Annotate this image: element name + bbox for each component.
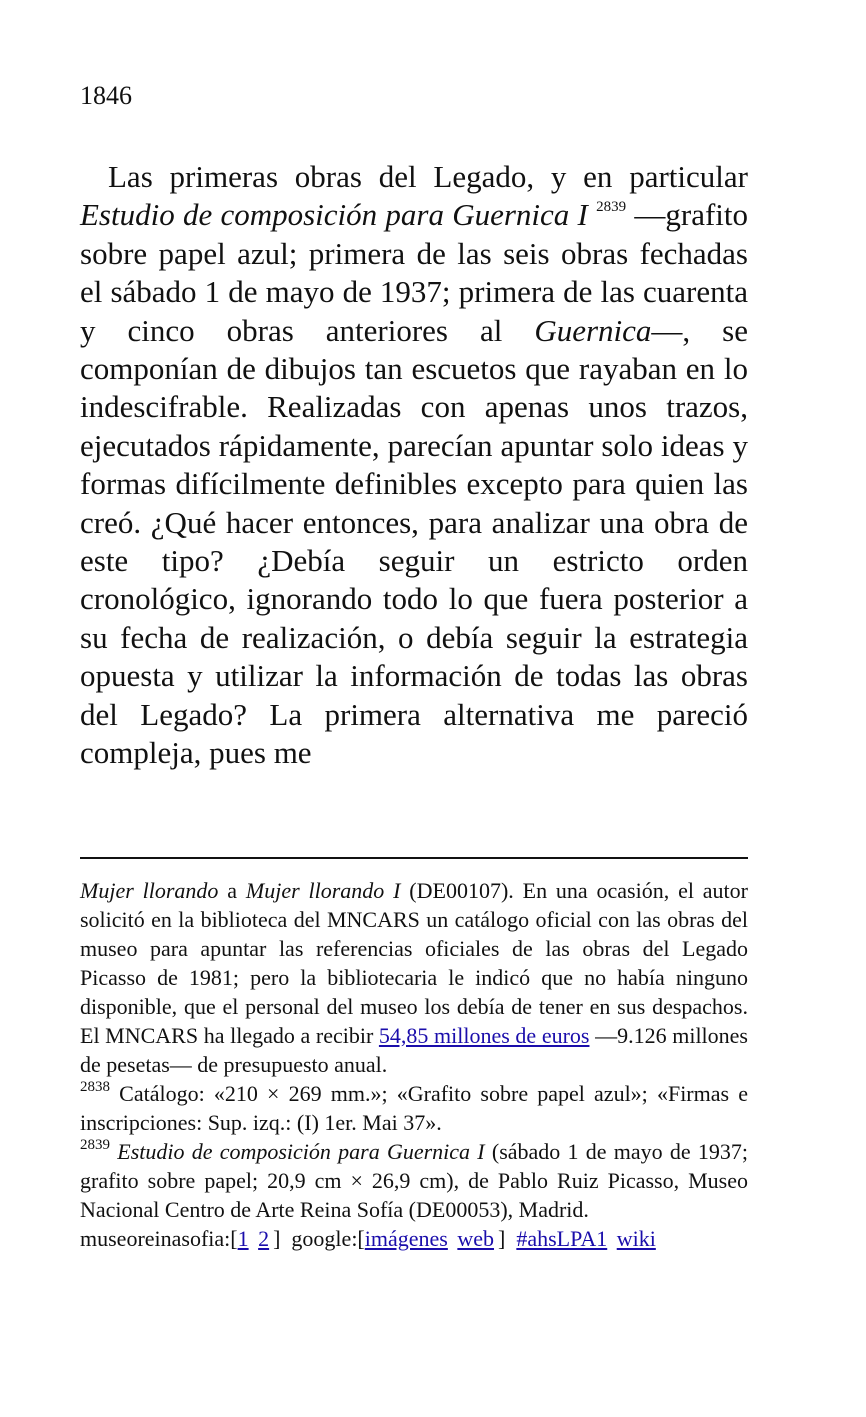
footnote-number: 2838: [80, 1079, 110, 1095]
footnote-title: Estudio de composición para Guernica I: [117, 1139, 485, 1164]
footnote-continuation: [80, 876, 748, 1079]
museo-link-2[interactable]: 2: [258, 1226, 270, 1251]
footnote-text: —9.126 millones de pesetas— de presupuesto anual.: [80, 1023, 748, 1077]
footnote-title: Mujer llorando I: [245, 878, 401, 903]
body-text-3: —, se componían de dibujos tan escuetos que rayaban en lo indescifrable. Realizadas con apenas unos trazos, ejecutados rápidamente, parecían apuntar solo ideas y formas difícilmente definibles excepto para quien las creó. ¿Qué hacer entonces, para analizar una obra de este tipo? ¿Debía seguir un estricto orden cronológico, ignorando todo lo que fuera posterior a su fecha de realización, o debía seguir la estrategia opuesta y utilizar la información de todas las obras del Legado? La primera alternativa me pareció compleja, pues me: [80, 312, 748, 771]
footnote-separator: [80, 857, 748, 859]
page-number: 1846: [80, 81, 132, 110]
links-label: ]: [498, 1226, 517, 1251]
reference-links: [80, 1224, 748, 1253]
wiki-link[interactable]: wiki: [616, 1226, 656, 1251]
google-images-link[interactable]: imágenes: [364, 1226, 448, 1251]
body-text-2: —grafito sobre papel azul; primera de las seis obras fechadas el sábado 1 de mayo de 1937; primera de las cuarenta y cinco obras anteriores al: [80, 197, 748, 348]
artwork-title: Estudio de composición para Guernica I: [80, 197, 588, 233]
links-label: museoreinasofia:[: [80, 1226, 238, 1251]
footnote-text: a: [218, 878, 246, 903]
footnote-title: Mujer llorando: [80, 878, 219, 903]
footnote-2839: [80, 1137, 748, 1224]
footnote-number: 2839: [80, 1137, 110, 1153]
footnote-2838: [80, 1079, 748, 1137]
museo-link-1[interactable]: 1: [237, 1226, 249, 1251]
body-paragraph: [80, 158, 748, 773]
body-text-1: Las primeras obras del Legado, y en particular: [108, 159, 748, 194]
footnotes: [80, 876, 748, 1253]
footnote-text: (sábado 1 de mayo de 1937; grafito sobre papel; 20,9 cm × 26,9 cm), de Pablo Ruiz Picasso, Museo Nacional Centro de Arte Reina Sofía (DE00053), Madrid.: [80, 1139, 749, 1222]
budget-link[interactable]: 54,85 millones de euros: [378, 1023, 590, 1048]
google-web-link[interactable]: web: [457, 1226, 495, 1251]
links-label: ] google:[: [273, 1226, 365, 1251]
artwork-title-guernica: Guernica: [534, 312, 652, 348]
hashtag-link[interactable]: #ahsLPA1: [516, 1226, 608, 1251]
footnote-text: (DE00107). En una ocasión, el autor solicitó en la biblioteca del MNCARS un catálogo oficial con las obras del museo para apuntar las referencias oficiales de las obras del Legado Picasso de 1981; pero la bibliotecaria le indicó que no había ninguno disponible, que el personal del museo los debía de tener en sus despachos. El MNCARS ha llegado a recibir: [80, 878, 748, 1048]
footnote-ref-2839[interactable]: 2839: [596, 199, 627, 216]
footnote-text: Catálogo: «210 × 269 mm.»; «Grafito sobre papel azul»; «Firmas e inscripciones: Sup. izq.: (I) 1er. Mai 37».: [80, 1081, 748, 1135]
